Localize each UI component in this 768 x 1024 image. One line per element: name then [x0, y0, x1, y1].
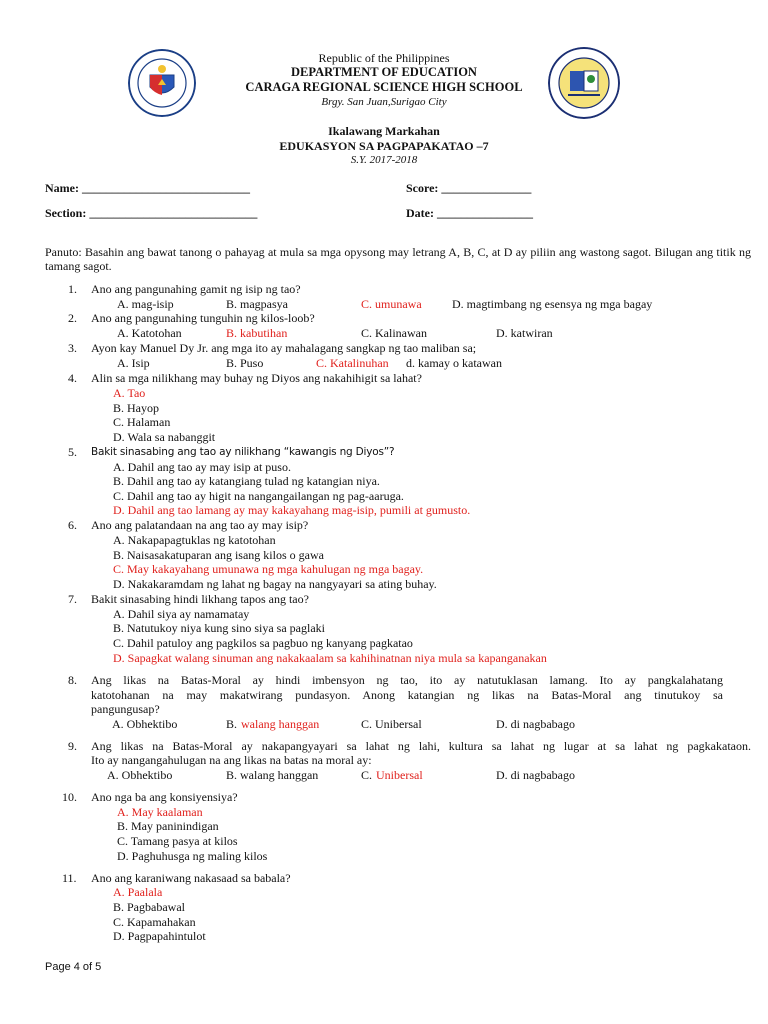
question-text-line-1: Ang likas na Batas-Moral ay hindi imbensyon ng tao, ito ay natutuklasan lamang. Ito ay pangkalahatang: [91, 673, 723, 687]
choice-a-answer[interactable]: A. May kaalaman: [117, 805, 203, 819]
choice-c[interactable]: C. Halaman: [113, 415, 171, 429]
question-number: 3.: [68, 341, 77, 355]
choice-c[interactable]: C. Kapamahakan: [113, 915, 196, 929]
section-field[interactable]: Section: ____________________________: [45, 206, 258, 220]
choice-b[interactable]: B. Naisasakatuparan ang isang kilos o gawa: [113, 548, 324, 562]
choice-d[interactable]: D. Nakakaramdam ng lahat ng bagay na nangyayari sa ating buhay.: [113, 577, 437, 591]
question-text: Alin sa mga nilikhang may buhay ng Diyos ang nakahihigit sa lahat?: [91, 371, 422, 385]
question-text: Ano nga ba ang konsiyensiya?: [91, 790, 238, 804]
choice-a[interactable]: A. Dahil ang tao ay may isip at puso.: [113, 460, 291, 474]
question-text: Ano ang pangunahing tunguhin ng kilos-loob?: [91, 311, 315, 325]
choice-b[interactable]: B. May paninindigan: [117, 819, 219, 833]
score-field[interactable]: Score: _______________: [406, 181, 532, 195]
choice-d[interactable]: d. kamay o katawan: [406, 356, 502, 370]
question-number: 6.: [68, 518, 77, 532]
header-school: CARAGA REGIONAL SCIENCE HIGH SCHOOL: [245, 80, 523, 94]
choice-b[interactable]: B. magpasya: [226, 297, 288, 311]
header-republic: Republic of the Philippines: [318, 51, 450, 65]
choice-b[interactable]: B. walang hanggan: [226, 768, 319, 782]
choice-d[interactable]: D. Wala sa nabanggit: [113, 430, 216, 444]
question-number: 1.: [68, 282, 77, 296]
question-text: Bakit sinasabing ang tao ay nilikhang “kawangis ng Diyos”?: [91, 446, 395, 458]
question-text-line-2: katotohanan na may makatwirang pundasyon. Anong katangian ng likas na Batas-Moral ang tinutukoy sa: [91, 688, 723, 702]
header-department: DEPARTMENT OF EDUCATION: [291, 65, 477, 79]
choice-d[interactable]: D. di nagbabago: [496, 768, 575, 782]
question-text: Ano ang karaniwang nakasaad sa babala?: [91, 871, 291, 885]
choice-c[interactable]: C. Tamang pasya at kilos: [117, 834, 238, 848]
date-field[interactable]: Date: ________________: [406, 206, 533, 220]
choice-c[interactable]: C. Dahil patuloy ang pagkilos sa pagbuo ng kanyang pagkatao: [113, 636, 413, 650]
choice-c-answer[interactable]: C. May kakayahang umunawa ng mga kahulugan ng mga bagay.: [113, 562, 424, 576]
title-school-year: S.Y. 2017-2018: [350, 154, 418, 166]
question-text: Ano ang pangunahing gamit ng isip ng tao?: [91, 282, 301, 296]
title-quarter: Ikalawang Markahan: [328, 124, 440, 138]
title-subject: EDUKASYON SA PAGPAPAKATAO –7: [279, 139, 489, 153]
choice-b[interactable]: B. Dahil ang tao ay katangiang tulad ng katangian niya.: [113, 474, 380, 488]
choice-a[interactable]: A. Obhektibo: [107, 768, 173, 782]
question-number: 5.: [68, 445, 77, 459]
choice-c-answer[interactable]: Unibersal: [376, 768, 423, 782]
question-number: 10.: [62, 790, 77, 804]
question-text: Bakit sinasabing hindi likhang tapos ang tao?: [91, 592, 309, 606]
choice-b-letter: B.: [226, 717, 238, 731]
choice-d[interactable]: D. di nagbabago: [496, 717, 575, 731]
question-text-line-2: Ito ay nangangahulugan na ang likas na batas na moral ay:: [91, 753, 372, 767]
choice-d-answer[interactable]: D. Sapagkat walang sinuman ang nakakaalam sa kahihinatnan niya mula sa kapanganakan: [113, 651, 547, 665]
choice-d[interactable]: D. Paghuhusga ng maling kilos: [117, 849, 268, 863]
choice-c[interactable]: C. Unibersal: [361, 717, 422, 731]
choice-a[interactable]: A. Obhektibo: [112, 717, 178, 731]
choice-b-answer[interactable]: B. kabutihan: [226, 326, 288, 340]
page-number: Page 4 of 5: [45, 961, 102, 973]
choice-b[interactable]: B. Natutukoy niya kung sino siya sa paglaki: [113, 621, 325, 635]
choice-b-answer[interactable]: walang hanggan: [241, 717, 320, 731]
question-text-line-3: pangungusap?: [91, 702, 160, 716]
choice-b[interactable]: B. Pagbabawal: [113, 900, 185, 914]
choice-c-answer[interactable]: C. Katalinuhan: [316, 356, 389, 370]
choice-a[interactable]: A. Dahil siya ay namamatay: [113, 607, 250, 621]
question-text: Ano ang palatandaan na ang tao ay may isip?: [91, 518, 309, 532]
choice-b[interactable]: B. Hayop: [113, 401, 159, 415]
choice-a[interactable]: A. mag-isip: [117, 297, 174, 311]
choice-c-letter: C.: [361, 768, 373, 782]
choice-c[interactable]: C. Kalinawan: [361, 326, 427, 340]
choice-a-answer[interactable]: A. Tao: [113, 386, 146, 400]
choice-b[interactable]: B. Puso: [226, 356, 264, 370]
choice-a[interactable]: A. Katotohan: [117, 326, 182, 340]
choice-d[interactable]: D. magtimbang ng esensya ng mga bagay: [452, 297, 653, 311]
question-number: 4.: [68, 371, 77, 385]
choice-d[interactable]: D. katwiran: [496, 326, 553, 340]
question-text-line-1: Ang likas na Batas-Moral ay nakapangyayari sa lahat ng lahi, kultura sa lahat ng lugar at sa lahat ng pagkakataon.: [91, 739, 751, 753]
name-field[interactable]: Name: ____________________________: [45, 181, 250, 195]
choice-a-answer[interactable]: A. Paalala: [113, 885, 163, 899]
instructions: Panuto: Basahin ang bawat tanong o pahayag at mula sa mga opysong may letrang A, B, C, at D ay piliin ang wastong sagot. Bilugan ang titik ng tamang sagot.: [45, 245, 751, 273]
choice-c[interactable]: C. Dahil ang tao ay higit na nangangailangan ng pag-aaruga.: [113, 489, 404, 503]
question-number: 8.: [68, 673, 77, 687]
choice-a[interactable]: A. Nakapapagtuklas ng katotohan: [113, 533, 276, 547]
header-address: Brgy. San Juan,Surigao City: [321, 96, 447, 108]
choice-a[interactable]: A. Isip: [117, 356, 150, 370]
choice-c-answer[interactable]: C. umunawa: [361, 297, 422, 311]
choice-d-answer[interactable]: D. Dahil ang tao lamang ay may kakayahang mag-isip, pumili at gumusto.: [113, 503, 471, 517]
question-text: Ayon kay Manuel Dy Jr. ang mga ito ay mahalagang sangkap ng tao maliban sa;: [91, 341, 477, 355]
question-number: 7.: [68, 592, 77, 606]
question-number: 11.: [62, 871, 77, 885]
choice-d[interactable]: D. Pagpapahintulot: [113, 929, 206, 943]
question-number: 9.: [68, 739, 77, 753]
question-number: 2.: [68, 311, 77, 325]
